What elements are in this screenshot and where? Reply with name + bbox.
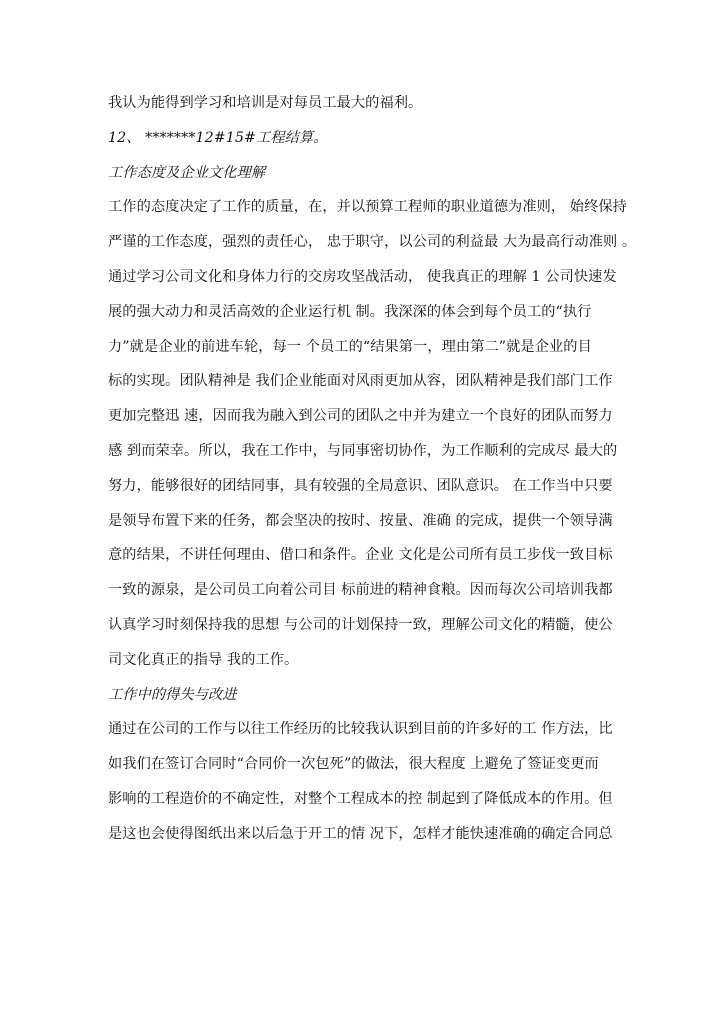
paragraph-line: 如我们在签订合同时“合同价一次包死”的做法，很大程度 上避免了签证变更而: [108, 756, 599, 773]
paragraph-line: 影响的工程造价的不确定性，对整个工程成本的控 制起到了降低成本的作用。但: [108, 790, 613, 807]
paragraph-line: 力”就是企业的前进车轮，每一 个员工的“结果第一，理由第二”就是企业的目: [108, 338, 592, 355]
document-body: [108, 86, 637, 852]
paragraph-line: 是领导布置下来的任务，都会坚决的按时、按量、准确 的完成，提供一个领导满: [108, 512, 613, 529]
paragraph-line: 通过学习公司文化和身体力行的交房攻坚战活动， 使我真正的理解 1 公司快速发: [108, 268, 617, 285]
paragraph-line: 工作的态度决定了工作的质量，在，并以预算工程师的职业道德为准则， 始终保持: [108, 199, 627, 216]
paragraph-line: 更加完整迅 速，因而我为融入到公司的团队之中并为建立一个良好的团队而努力: [108, 408, 613, 425]
paragraph-line: 展的强大动力和灵活高效的企业运行机 制。我深深的体会到每个员工的“执行: [108, 303, 592, 320]
paragraph-line: 认真学习时刻保持我的思想 与公司的计划保持一致，理解公司文化的精髓，使公: [108, 616, 613, 633]
section-heading: 工作态度及企业文化理解: [108, 164, 266, 181]
paragraph-line: 一致的源泉，是公司员工向着公司目 标前进的精神食粮。因而每次公司培训我都: [108, 582, 613, 599]
paragraph-line: 我认为能得到学习和培训是对每员工最大的福利。: [108, 95, 423, 111]
paragraph-line: 严谨的工作态度，强烈的责任心， 忠于职守，以公司的利益最 大为最高行动准则 。: [108, 234, 637, 251]
paragraph-line: 努力，能够很好的团结同事，具有较强的全局意识、团队意识。 在工作当中只要: [108, 477, 613, 494]
section-heading: 工作中的得失与改进: [108, 686, 237, 703]
paragraph-line: 感 到而荣幸。所以，我在工作中，与同事密切协作，为工作顺利的完成尽 最大的: [108, 442, 618, 459]
numbered-item: 12、 *******12#15#工程结算。: [108, 129, 328, 146]
paragraph-line: 是这也会使得图纸出来以后急于开工的情 况下，怎样才能快速准确的确定合同总: [108, 825, 613, 842]
paragraph-line: 司文化真正的指导 我的工作。: [108, 651, 299, 668]
paragraph-line: 意的结果，不讲任何理由、借口和条件。企业 文化是公司所有员工步伐一致目标: [108, 547, 613, 564]
paragraph-line: 标的实现。团队精神是 我们企业能面对风雨更加从容，团队精神是我们部门工作: [108, 373, 613, 390]
paragraph-line: 通过在公司的工作与以往工作经历的比较我认识到目前的许多好的工 作方法，比: [108, 721, 613, 738]
